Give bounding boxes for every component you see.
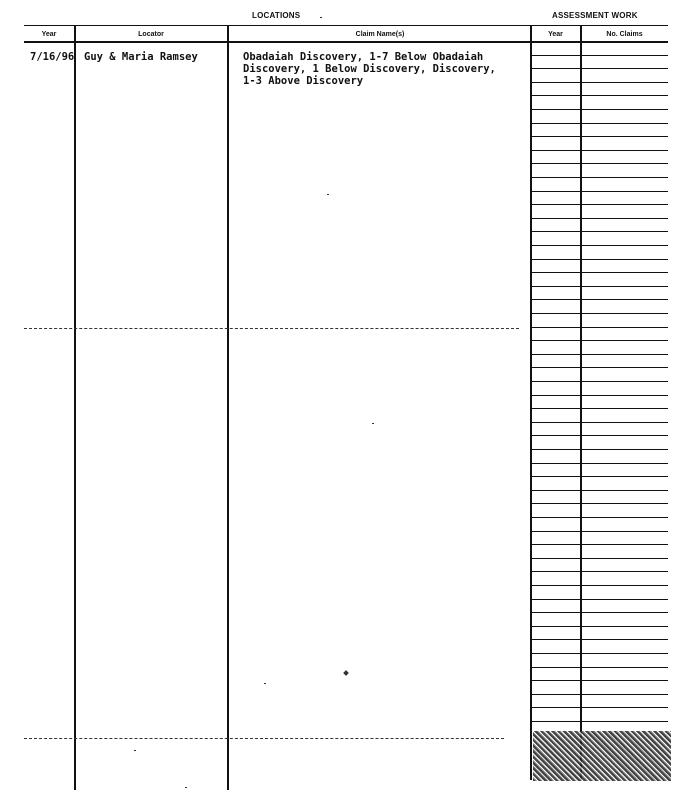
col-header-aw-no-claims: No. Claims	[606, 31, 643, 38]
assessment-row-rule	[531, 408, 668, 409]
assessment-row-rule	[531, 381, 668, 382]
locations-heading: LOCATIONS	[252, 11, 301, 20]
assessment-row-rule	[531, 626, 668, 627]
assessment-row-rule	[531, 449, 668, 450]
scan-artifact	[533, 731, 671, 781]
assessment-row-rule	[531, 340, 668, 341]
assessment-row-rule	[531, 395, 668, 396]
assessment-row-rule	[531, 544, 668, 545]
assessment-row-rule	[531, 245, 668, 246]
assessment-row-rule	[531, 435, 668, 436]
assessment-row-rule	[531, 313, 668, 314]
assessment-row-rule	[531, 653, 668, 654]
speck	[264, 683, 266, 684]
assessment-row-rule	[531, 490, 668, 491]
divider-locator-claims	[227, 25, 229, 790]
speck	[327, 194, 329, 195]
speck	[134, 750, 136, 751]
entry-claim-names: Obadaiah Discovery, 1-7 Below Obadaiah Discovery, 1 Below Discovery, Discovery, 1-3 Above Discovery	[243, 51, 496, 87]
entry-year: 7/16/96	[30, 51, 75, 63]
assessment-row-rule	[531, 286, 668, 287]
assessment-row-rule	[531, 463, 668, 464]
assessment-row-rule	[531, 531, 668, 532]
assessment-work-ruled-area	[531, 41, 668, 731]
assessment-row-rule	[531, 354, 668, 355]
speck	[185, 787, 187, 788]
assessment-row-rule	[531, 218, 668, 219]
assessment-row-rule	[531, 571, 668, 572]
divider-year-locator	[74, 25, 76, 790]
separator-line-2	[24, 738, 504, 739]
assessment-row-rule	[531, 68, 668, 69]
assessment-row-rule	[531, 694, 668, 695]
assessment-row-rule	[531, 517, 668, 518]
separator-line-1	[24, 328, 519, 329]
assessment-row-rule	[531, 667, 668, 668]
assessment-row-rule	[531, 327, 668, 328]
assessment-row-rule	[531, 136, 668, 137]
entry-locator: Guy & Maria Ramsey	[84, 51, 198, 63]
assessment-row-rule	[531, 599, 668, 600]
assessment-row-rule	[531, 585, 668, 586]
assessment-row-rule	[531, 367, 668, 368]
assessment-row-rule	[531, 612, 668, 613]
assessment-row-rule	[531, 177, 668, 178]
assessment-row-rule	[531, 272, 668, 273]
assessment-row-rule	[531, 204, 668, 205]
assessment-row-rule	[531, 109, 668, 110]
assessment-row-rule	[531, 82, 668, 83]
assessment-row-rule	[531, 259, 668, 260]
assessment-row-rule	[531, 55, 668, 56]
assessment-row-rule	[531, 422, 668, 423]
assessment-row-rule	[531, 191, 668, 192]
speck	[320, 17, 322, 18]
col-header-locator: Locator	[138, 31, 164, 38]
assessment-row-rule	[531, 707, 668, 708]
assessment-row-rule	[531, 123, 668, 124]
speck	[372, 423, 374, 424]
col-header-claim-names: Claim Name(s)	[355, 31, 405, 38]
assessment-row-rule	[531, 639, 668, 640]
assessment-row-rule	[531, 95, 668, 96]
assessment-row-rule	[531, 299, 668, 300]
assessment-row-rule	[531, 558, 668, 559]
assessment-row-rule	[531, 150, 668, 151]
col-header-aw-year: Year	[548, 31, 563, 38]
col-header-year: Year	[41, 31, 57, 38]
assessment-row-rule	[531, 476, 668, 477]
assessment-row-rule	[531, 721, 668, 722]
assessment-row-rule	[531, 503, 668, 504]
assessment-work-heading: ASSESSMENT WORK	[552, 11, 638, 20]
assessment-row-rule	[531, 231, 668, 232]
header-top-rule	[24, 25, 668, 26]
speck	[343, 670, 349, 676]
assessment-row-rule	[531, 680, 668, 681]
assessment-row-rule	[531, 163, 668, 164]
